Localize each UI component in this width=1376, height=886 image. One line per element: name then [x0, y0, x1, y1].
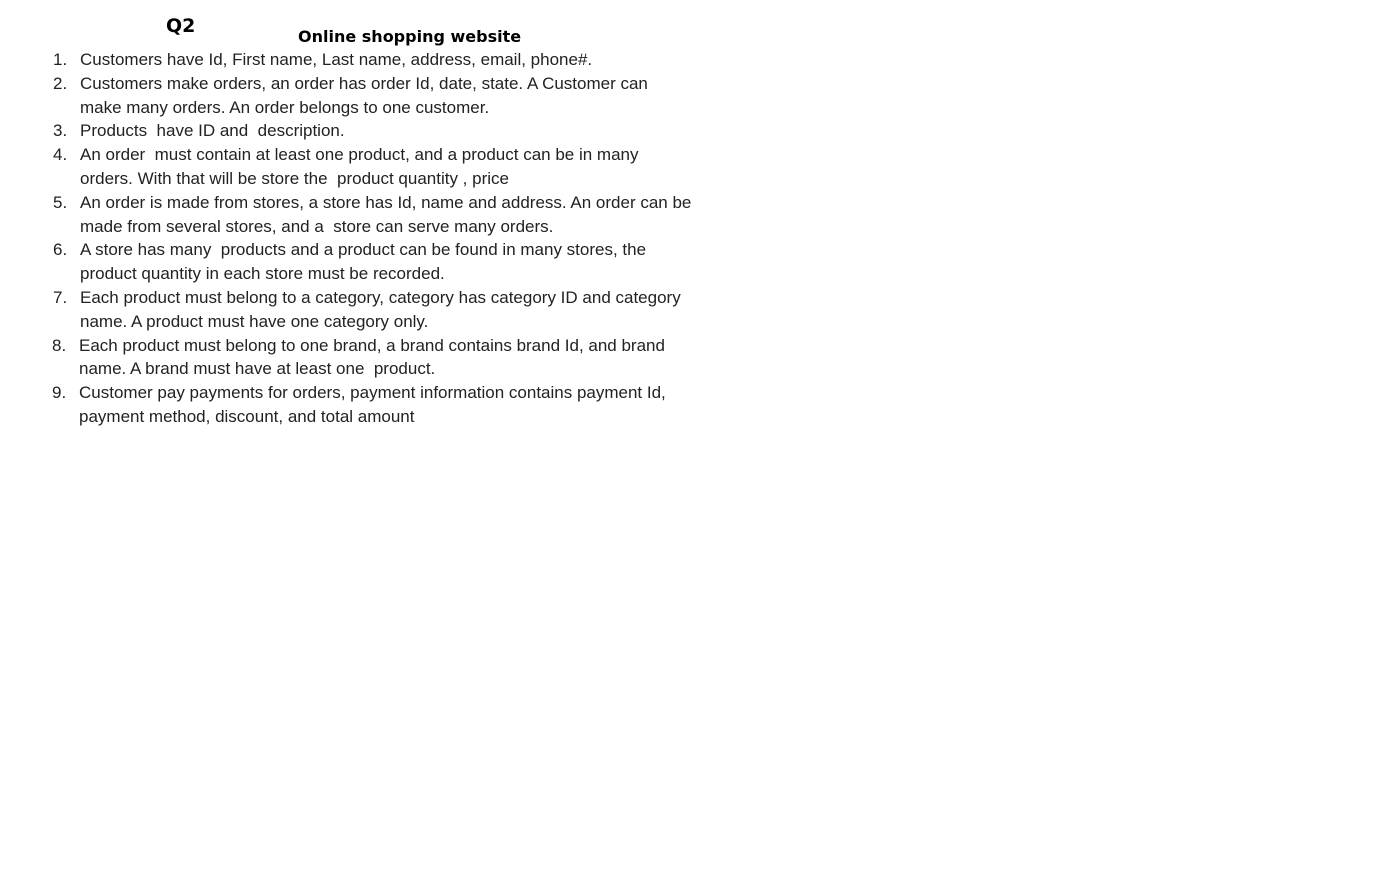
requirements-list — [0, 48, 740, 429]
item-number: 4. — [53, 145, 68, 165]
item-number: 6. — [53, 240, 68, 260]
requirement-item — [0, 119, 740, 143]
item-number: 2. — [53, 73, 68, 93]
item-number: 7. — [53, 287, 68, 307]
document-title: Online shopping website — [298, 27, 522, 46]
requirement-item — [0, 48, 740, 72]
item-text: Customers have Id, First name, Last name, address, email, phone#. — [80, 50, 593, 69]
requirement-item — [0, 334, 701, 382]
item-text: Each product must belong to a category, category has category ID and category name. A product must have one category only. — [80, 287, 681, 331]
item-number: 3. — [53, 121, 68, 141]
requirement-item — [0, 286, 720, 334]
requirement-item — [0, 72, 685, 120]
requirement-item — [0, 381, 703, 429]
item-text: A store has many products and a product can be found in many stores, the product quantity in each store must be recorded. — [80, 240, 651, 284]
question-label: Q2 — [166, 15, 196, 37]
item-text: Products have ID and description. — [80, 121, 345, 141]
item-text: Customer pay payments for orders, payment information contains payment Id, payment method, discount, and total amount — [79, 383, 666, 426]
requirement-item — [0, 143, 675, 191]
requirement-item — [0, 238, 682, 286]
item-number: 8. — [52, 335, 67, 355]
item-text: An order must contain at least one product, and a product can be in many orders. With that will be store the product quantity , price — [80, 145, 644, 188]
item-number: 5. — [53, 192, 68, 212]
item-text: Each product must belong to one brand, a brand contains brand Id, and brand name. A brand must have at least one product. — [79, 335, 670, 379]
item-number: 9. — [52, 383, 67, 403]
requirement-item — [0, 191, 705, 239]
item-number: 1. — [53, 50, 68, 69]
item-text: Customers make orders, an order has order Id, date, state. A Customer can make many orders. An order belongs to one customer. — [80, 73, 648, 117]
item-text: An order is made from stores, a store has Id, name and address. An order can be made from several stores, and a store can serve many orders. — [80, 192, 697, 236]
